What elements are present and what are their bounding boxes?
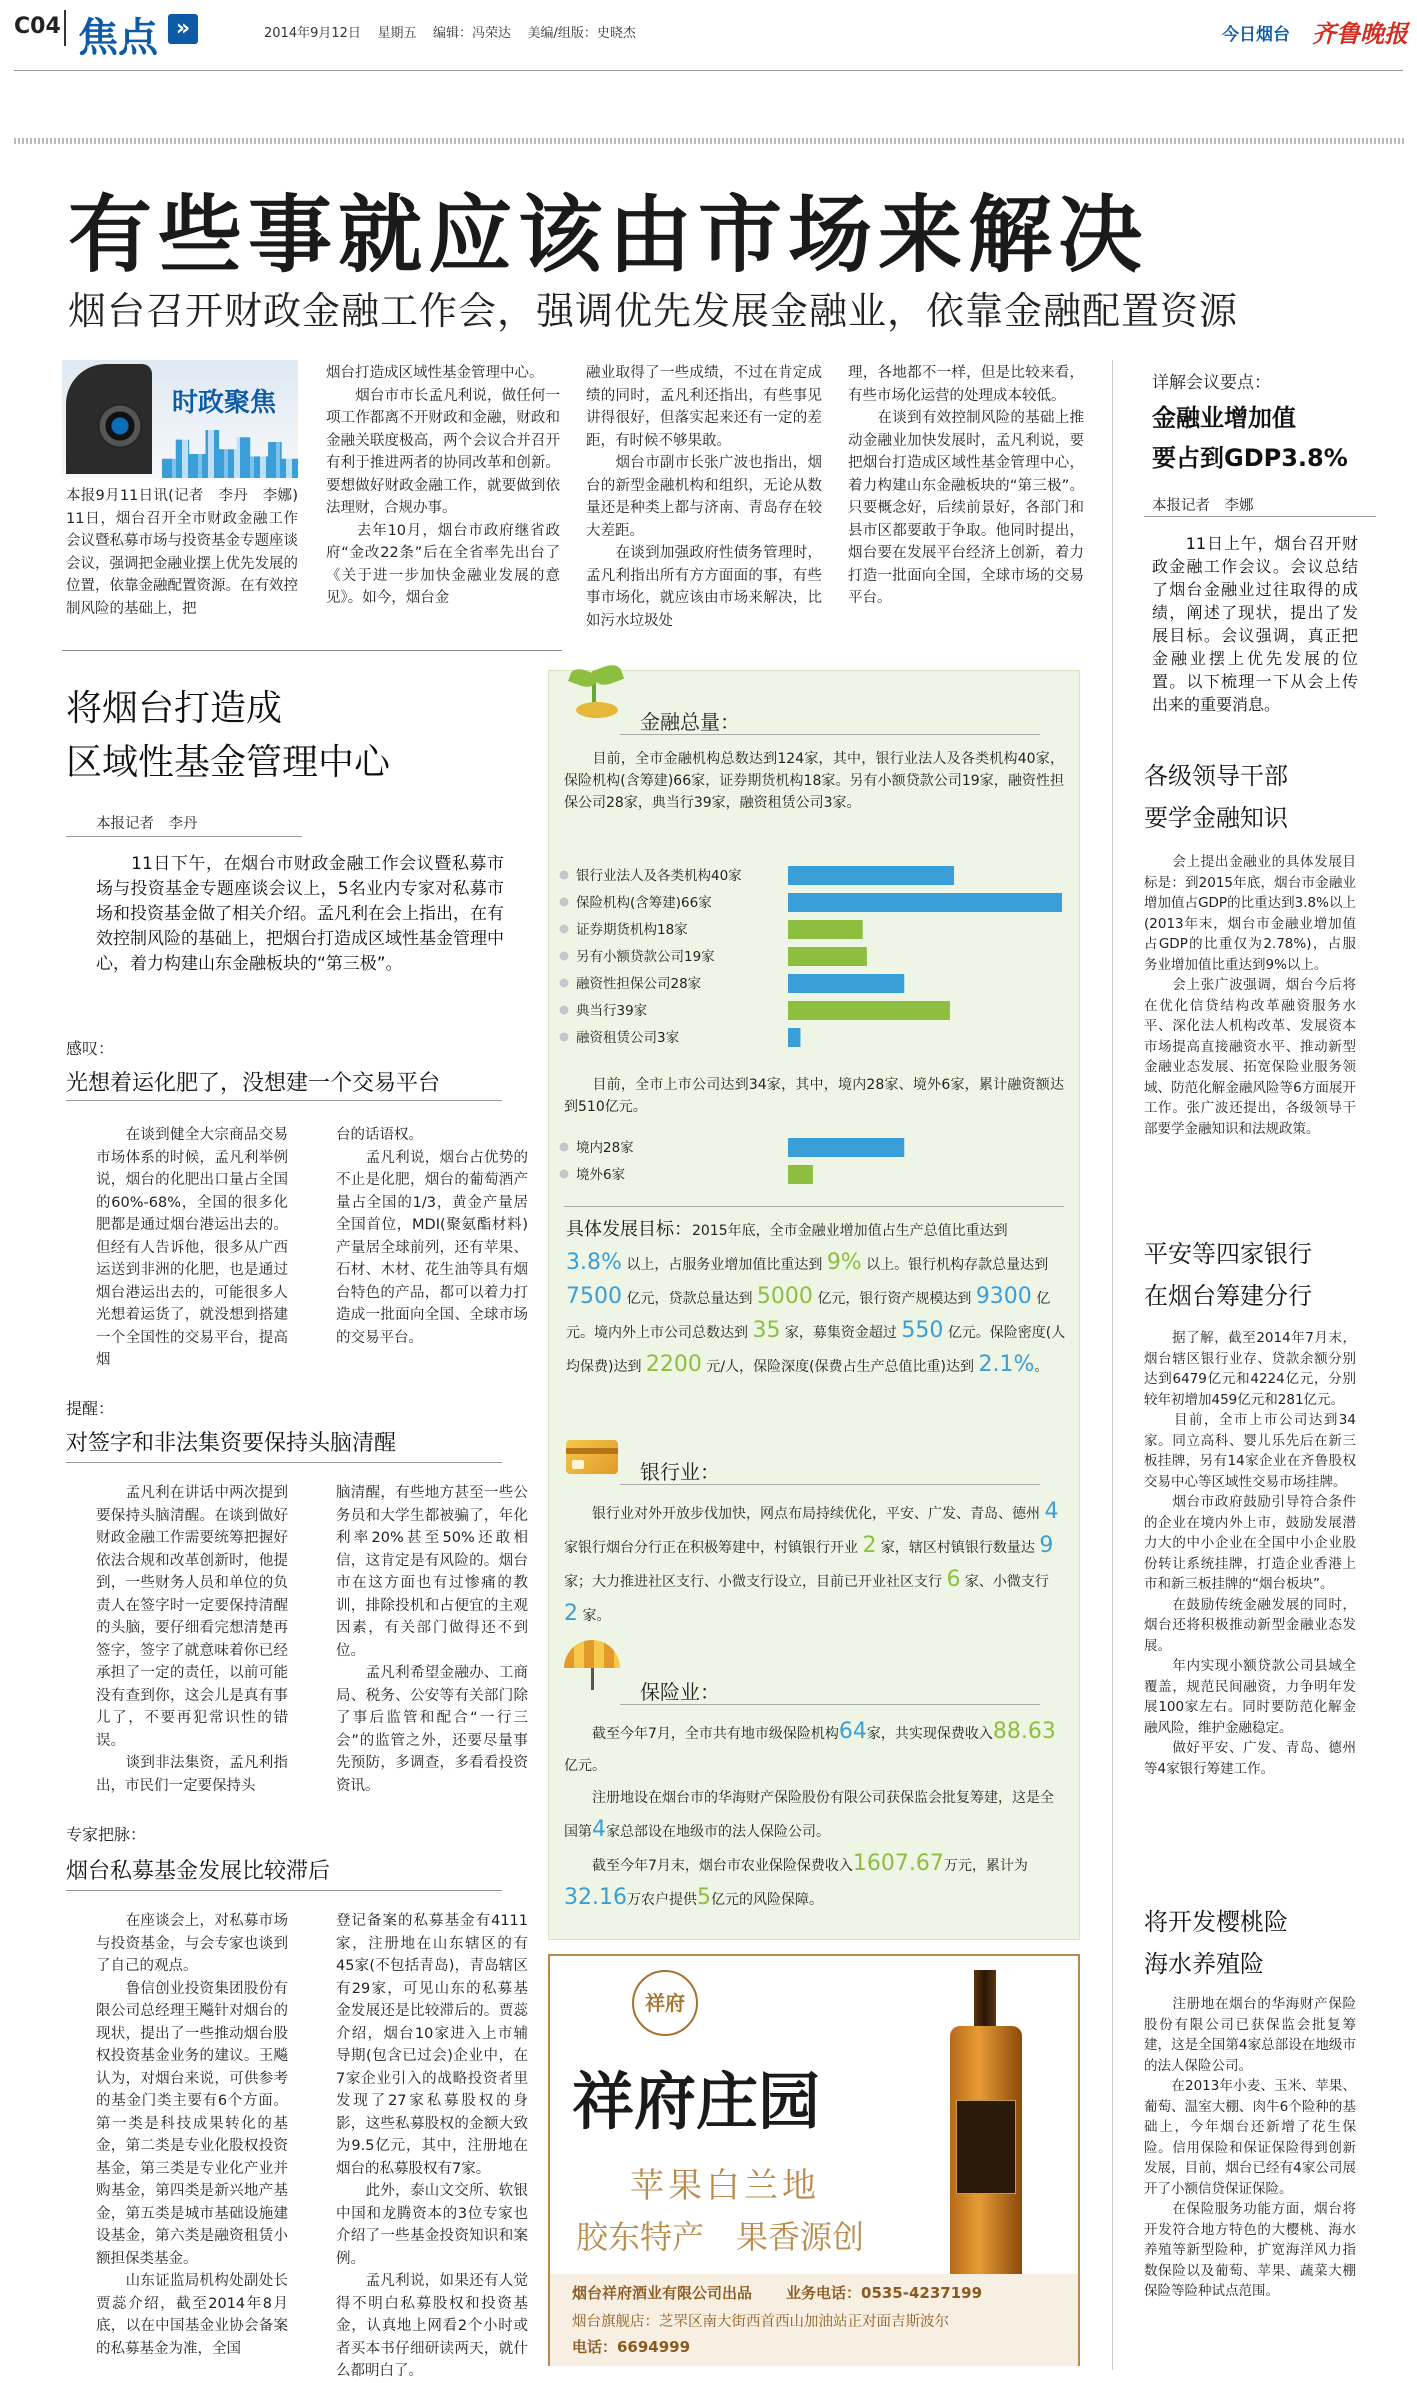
- story2-intro: 11日下午，在烟台市财政金融工作会议暨私募市场与投资基金专题座谈会议上，5名业内专家对私募市场和投资基金做了相关介绍。孟凡利在会上指出，在有效控制风险的基础上，把烟台打造成区域性基金管理中心，着力构建山东金融板块的“第三极”。: [96, 854, 504, 974]
- sidebar-s4-body: 注册地在烟台的华海财产保险股份有限公司已获保监会批复筹建，这是全国第4家总部设在地级市的法人保险公司。 在2013年小麦、玉米、苹果、葡萄、温室大棚、肉牛6个险种的基础上，今年烟台还新增了花生保险。信用保险和保证保险得到创新发展，目前，烟台已经有4家公司展开了小额信贷保证保险。 在保险服务功能方面，烟台将开发符合地方特色的大樱桃、海水养殖等新型险种，扩宽海洋风力指数保险以及葡萄、苹果、蔬菜大棚保险等险种试点范围。: [1144, 1996, 1356, 2299]
- sidebar-s1-body: 11日上午，烟台召开财政金融工作会议。会议总结了烟台金融业过往取得的成绩，阐述了现状，提出了发展目标。会议强调，真正把金融业摆上优先发展的位置。以下梳理一下从会上传出来的重要消息。: [1152, 534, 1358, 714]
- page-header: [0, 0, 1417, 72]
- ad-company: 烟台祥府酒业有限公司出品: [572, 2284, 753, 2302]
- issue-weekday: 星期五: [377, 26, 417, 41]
- banking-t1: 银行业对外开放步伐加快，网点布局持续优化，平安、广发、青岛、德州: [564, 1506, 1040, 1522]
- banking-rule: [620, 1484, 1040, 1485]
- insurance-t6: 万农户提供: [626, 1892, 697, 1908]
- bank-value-1: 4: [1044, 1499, 1059, 1524]
- story2-title-line1: 将烟台打造成: [66, 688, 283, 729]
- legend-dot: [560, 979, 569, 988]
- sub-headline: 烟台召开财政金融工作会，强调优先发展金融业，依靠金融配置资源: [68, 289, 1239, 333]
- insurance-t4: 家总部设在地级市的法人保险公司。 截至今年7月末，烟台市农业保险保费收入: [591, 1824, 853, 1874]
- bank-value-2: 2: [862, 1533, 877, 1558]
- bar-label: 典当行39家: [576, 1003, 648, 1019]
- bar: [788, 1165, 813, 1184]
- ins-value-1: 64: [838, 1719, 867, 1744]
- sidebar-intro: 详解会议要点：: [1152, 373, 1271, 393]
- s2-kicker: 提醒：: [66, 1399, 115, 1418]
- section-divider: [64, 10, 66, 46]
- header-rule: [14, 70, 1403, 71]
- goal-value-6: 35: [752, 1318, 781, 1343]
- insurance-text: [564, 1716, 1064, 1916]
- s3-col-2: 登记备案的私募基金有4111家，注册地在山东辖区的有45家(不包括青岛)，青岛辖区有29家，可见山东的私募基金发展还是比较滞后的。贾蕊介绍，烟台10家进入上市辅导期(包含已过会)企业中，在7家企业引入的战略投资者里发现了27家私募股权的身影，这些私募股权的金额大致为9.5亿元，其中，注册地在烟台的私募股权有7家。 此外，泰山文交所、软银中国和龙腾资本的3位专家也介绍了一些基金投资知识和案例。 孟凡利说，如果还有人觉得不明白私募股权和投资基金，认真地上网看2个小时或者买本书仔细研读两天，就什么都明白了。: [336, 1913, 528, 2379]
- bar-label: 证券期货机构18家: [576, 922, 688, 938]
- sidebar-byline: 本报记者 李娜: [1152, 498, 1254, 514]
- s2-title: 对签字和非法集资要保持头脑清醒: [66, 1431, 397, 1456]
- sidebar-s3-title-l1: 平安等四家银行: [1144, 1240, 1312, 1268]
- ad-tel: 电话：6694999: [572, 2338, 691, 2356]
- sidebar-s4-title-l1: 将开发樱桃险: [1144, 1908, 1288, 1936]
- banking-t2: 家银行烟台分行正在积极筹建中，村镇银行开业: [564, 1540, 858, 1556]
- s1-kicker: 感叹：: [66, 1039, 115, 1058]
- banking-text: [564, 1496, 1064, 1632]
- insurance-t5: 万元，累计为: [943, 1858, 1028, 1874]
- legend-dot: [560, 952, 569, 961]
- sidebar-s2-title-l1: 各级领导干部: [1144, 762, 1288, 790]
- ad-phone: 业务电话：0535-4237199: [786, 2284, 983, 2302]
- sidebar-s3-body: 据了解，截至2014年7月末，烟台辖区银行业存、贷款余额分别达到6479亿元和4224亿元，分别较年初增加459亿元和281亿元。 目前，全市上市公司达到34家。同立高科、婴儿乐先后在新三板挂牌，另有14家企业在齐鲁股权交易中心等区域性交易市场挂牌。 烟台市政府鼓励引导符合条件的企业在境内外上市，鼓励发展潜力大的中小企业在全国中小企业股份转让系统挂牌，打造企业香港上市和新三板挂牌的“烟台板块”。 在鼓励传统金融发展的同时，烟台还将积极推动新型金融业态发展。 年内实现小额贷款公司县域全覆盖，规范民间融资，力争明年发展100家左右。同时要防范化解金融风险，维护金融稳定。 做好平安、广发、青岛、德州等4家银行筹建工作。: [1144, 1330, 1356, 1777]
- ins-value-4: 1607.67: [852, 1851, 944, 1876]
- goal-value-2: 9%: [826, 1250, 862, 1275]
- s2-rule: [66, 1462, 502, 1463]
- goals-rule: [564, 1206, 1064, 1207]
- s1-col-1: 在谈到健全大宗商品交易市场体系的时候，孟凡利举例说，烟台的化肥出口量占全国的60%-68%，全国的很多化肥都是通过烟台港运出去的。但经有人告诉他，很多从广西运送到非洲的化肥，也是通过烟台港运出去的，可能很多人光想着运货了，就没想到搭建一个全国性的交易平台，提高烟: [96, 1127, 288, 1368]
- goals-t8: 亿元。保险密度(人均保费)达到: [566, 1325, 1066, 1375]
- sidebar-s3-title-l2: 在烟台筹建分行: [1144, 1282, 1312, 1310]
- sidebar-s1-title-l1: 金融业增加值: [1152, 404, 1296, 432]
- bar: [788, 866, 954, 885]
- sidebar-s1-title-l2: 要占到GDP3.8%: [1152, 444, 1348, 472]
- legend-dot: [560, 1143, 569, 1152]
- ad-slogan: 胶东特产 果香源创: [576, 2218, 865, 2256]
- goal-value-7: 550: [901, 1318, 944, 1343]
- goal-value-1: 3.8%: [566, 1250, 622, 1275]
- sidebar-s2-body: 会上提出金融业的具体发展目标是：到2015年底，烟台市金融业增加值占GDP的比重达到3.8%以上(2013年末，烟台市金融业增加值占GDP的比重仅为2.78%)，占服务业增加值比重达到9%以上。 会上张广波强调，烟台今后将在优化信贷结构改革融资服务水平、深化法人机构改革、发展资本市场提高直接融资水平、推动新型金融业态发展、拓宽保险业服务领域、防范化解金融风险等6方面展开工作。张广波还提出，各级领导干部要学金融知识和法规政策。: [1144, 854, 1356, 1137]
- lead-col-4: 理，各地都不一样，但是比较来看，有些市场化运营的处理成本较低。 在谈到有效控制风险的基础上推动金融业加快发展时，孟凡利说，要把烟台打造成区域性基金管理中心，着力构建山东金融板块的“第三极”。只要概念好，后续前景好，各部门和县市区都要敢于争取。他同时提出，烟台要在发展平台经济上创新，着力打造一批面向全国，全球市场的交易平台。: [848, 365, 1084, 606]
- insurance-t3: 亿元。 注册地设在烟台市的华海财产保险股份有限公司获保监会批复筹建，这是全国第: [564, 1758, 1054, 1840]
- s2-col-1: 孟凡利在讲话中两次提到要保持头脑清醒。在谈到做好财政金融工作需要统筹把握好依法合规和改革创新时，他提到，一些财务人员和单位的负责人在签字时一定要保持清醒的头脑，要仔细看完想清楚再签字，签字了就意味着你已经承担了一定的责任，以前可能没有查到你，这会儿是真有事儿了，不要再犯常识性的错误。 谈到非法集资，孟凡利指出，市民们一定要保持头: [96, 1485, 288, 1794]
- goals-t10: 。: [1034, 1359, 1049, 1375]
- bar: [788, 920, 863, 939]
- goal-value-5: 9300: [975, 1284, 1032, 1309]
- goals-t9: 元/人，保险深度(保费占生产总值比重)达到: [706, 1359, 975, 1375]
- legend-dot: [560, 1033, 569, 1042]
- chart-title-rule: [620, 734, 1040, 735]
- column-image: [62, 360, 298, 478]
- goals-t5: 亿元，银行资产规模达到: [817, 1291, 972, 1307]
- section-title: 焦点: [78, 15, 158, 61]
- ad-product: 苹果白兰地: [630, 2166, 820, 2206]
- s1-col-2: 台的话语权。 孟凡利说，烟台占优势的不止是化肥，烟台的葡萄酒产量占全国的1/3，黄金产量居全国首位，MDI(聚氨酯材料)产量居全球前列，还有苹果、石材、木材、花生油等具有烟台特色的产品，都可以着力打造成一批面向全国、全球市场的交易平台。: [336, 1127, 528, 1346]
- bar: [788, 893, 1062, 912]
- bank-value-4: 6: [946, 1567, 961, 1592]
- insurance-rule: [620, 1704, 1040, 1705]
- lens-icon: [98, 404, 142, 448]
- legend-dot: [560, 898, 569, 907]
- story2-title-line2: 区域性基金管理中心: [66, 742, 391, 783]
- s3-col-1: 在座谈会上，对私募市场与投资基金，与会专家也谈到了自己的观点。 鲁信创业投资集团股份有限公司总经理王飚针对烟台的现状，提出了一些推动烟台股权投资基金业务的建议。王飚认为，对烟台来说，可供参考的基金门类主要有6个方面。第一类是科技成果转化的基金，第二类是专业化股权投资基金，第三类是专业化产业并购基金，第四类是新兴地产基金，第五类是城市基础设施建设基金，第六类是融资租赁小额担保类基金。 山东证监局机构处副处长贾蕊介绍，截至2014年8月底，以在中国基金业协会备案的私募基金为准，全国: [96, 1913, 288, 2357]
- goals-t4: 亿元，贷款总量达到: [626, 1291, 753, 1307]
- insurance-t2: 家，共实现保费收入: [866, 1726, 993, 1742]
- insurance-label: 保险业：: [640, 1680, 720, 1704]
- chart-title: 金融总量：: [640, 710, 740, 734]
- legend-dot: [560, 1170, 569, 1179]
- bank-value-3: 9: [1039, 1533, 1054, 1558]
- sidebar-divider: [1112, 360, 1113, 2370]
- sidebar-byline-rule: [1144, 516, 1376, 517]
- bar-label: 保险机构(含筹建)66家: [576, 895, 712, 911]
- s3-kicker: 专家把脉：: [66, 1825, 147, 1844]
- banking-t6: 家。: [582, 1608, 611, 1624]
- banking-t5: 家、小微支行: [964, 1574, 1049, 1590]
- lead-col-2: 烟台打造成区域性基金管理中心。 烟台市市长孟凡利说，做任何一项工作都离不开财政和金融，财政和金融关联度极高，两个会议合并召开有利于推进两者的协同改革和创新。要想做好财政金融工作，就要做到依法理财，合规办事。 去年10月，烟台市政府继省政府“金改22条”后在全省率先出台了《关于进一步加快金融业发展的意见》。如今，烟台金: [326, 365, 560, 606]
- lead-col-1: 本报9月11日讯(记者 李丹 李娜) 11日，烟台召开全市财政金融工作会议暨私募市场与投资基金专题座谈会议，强调把金融业摆上优先发展的位置，依靠金融配置资源。在有效控制风险的基础上，把: [66, 488, 313, 617]
- sidebar-s2-title-l2: 要学金融知识: [1144, 804, 1288, 832]
- s3-title: 烟台私募基金发展比较滞后: [66, 1859, 331, 1884]
- banking-t4: 家；大力推进社区支行、小微支行设立，目前已开业社区支行: [564, 1574, 942, 1590]
- goal-value-4: 5000: [756, 1284, 813, 1309]
- goal-value-3: 7500: [566, 1284, 622, 1309]
- ad-logo: 祥府: [632, 1970, 698, 2036]
- bar-label: 另有小额贷款公司19家: [576, 949, 715, 965]
- goal-value-8: 2200: [645, 1352, 702, 1377]
- goals-t1: 2015年底，全市金融业增加值占生产总值比重达到: [692, 1223, 1008, 1239]
- region-tag: 今日烟台: [1222, 25, 1290, 45]
- bar: [788, 1001, 950, 1020]
- bar: [788, 1028, 800, 1047]
- s3-rule: [66, 1890, 502, 1891]
- double-chevron-icon: »: [168, 14, 198, 44]
- main-headline: 有些事就应该由市场来解决: [68, 186, 1149, 284]
- s1-title: 光想着运化肥了，没想建一个交易平台: [66, 1071, 441, 1096]
- art-credit: 美编/组版：史晓杰: [527, 26, 636, 41]
- ad-bottle-image: [940, 1970, 1032, 2290]
- legend-dot: [560, 871, 569, 880]
- bar-label: 银行业法人及各类机构40家: [576, 868, 742, 884]
- city-skyline-icon: [162, 430, 298, 478]
- bank-value-5: 2: [564, 1601, 578, 1626]
- issue-date: 2014年9月12日: [264, 26, 361, 41]
- bar-label: 融资租赁公司3家: [576, 1030, 680, 1046]
- bank-card-icon: [566, 1440, 618, 1474]
- lead-bottom-rule: [62, 650, 562, 651]
- newspaper-logo: 齐鲁晚报: [1312, 19, 1408, 48]
- bar: [788, 947, 867, 966]
- goals-label: 具体发展目标：: [566, 1219, 692, 1240]
- ins-value-5: 32.16: [564, 1885, 627, 1910]
- goal-value-9: 2.1%: [978, 1352, 1035, 1377]
- ad-store: 烟台旗舰店：芝罘区南大街西首西山加油站正对面吉斯波尔: [572, 2314, 949, 2330]
- bar-label: 境外6家: [576, 1167, 626, 1183]
- advertisement[interactable]: [548, 1954, 1080, 2366]
- s2-col-2: 脑清醒，有些地方甚至一些公务员和大学生都被骗了，年化利率20%甚至50%还敢相信，这肯定是有风险的。烟台市在这方面也有过惨痛的教训，排除投机和占便宜的主观因素，有关部门做得还不到位。 孟凡利希望金融办、工商局、税务、公安等有关部门除了事后监管和配合“一行三会”的监管之外，还要尽量事先预防，多调查，多看看投资资讯。: [336, 1485, 528, 1794]
- bar: [788, 1138, 904, 1157]
- column-tag: 时政聚焦: [172, 388, 277, 418]
- insurance-t7: 亿元的风险保障。: [710, 1892, 823, 1908]
- banking-label: 银行业：: [640, 1460, 720, 1484]
- byline-rule: [66, 836, 302, 837]
- legend-dot: [560, 925, 569, 934]
- goals-t6: 亿元。境内外上市公司总数达到: [566, 1291, 1051, 1341]
- listed-bar-chart: [558, 1134, 1068, 1192]
- ins-value-2: 88.63: [992, 1719, 1056, 1744]
- bar-label: 融资性担保公司28家: [576, 976, 702, 992]
- page-number: C04: [14, 14, 61, 39]
- banking-t3: 家，辖区村镇银行数量达: [880, 1540, 1035, 1556]
- umbrella-icon: [564, 1640, 620, 1692]
- goals-text: [566, 1214, 1066, 1383]
- bar-label: 境内28家: [576, 1140, 634, 1156]
- goals-t3: 以上。银行机构存款总量达到: [866, 1257, 1049, 1273]
- s1-rule: [66, 1100, 502, 1101]
- header-meta: [264, 22, 636, 41]
- story2-byline: 本报记者 李丹: [96, 816, 198, 832]
- legend-dot: [560, 1006, 569, 1015]
- chart-intro: 目前，全市金融机构总数达到124家，其中，银行业法人及各类机构40家，保险机构(含筹建)66家，证券期货机构18家。另有小额贷款公司19家，融资性担保公司28家，典当行39家，融资租赁公司3家。: [564, 751, 1064, 811]
- ad-brand: 祥府庄园: [572, 2065, 821, 2138]
- header-rule-thick: [14, 138, 1404, 144]
- goals-t7: 家，募集资金超过: [784, 1325, 897, 1341]
- ins-value-3: 4: [592, 1817, 606, 1842]
- chart-intro-2: 目前，全市上市公司达到34家，其中，境内28家、境外6家，累计融资额达到510亿元。: [564, 1077, 1064, 1115]
- bar: [788, 974, 904, 993]
- lead-col-3: 融业取得了一些成绩，不过在肯定成绩的同时，孟凡利还指出，有些事见讲得很好，但落实起来还有一定的差距，有时候不够果敢。 烟台市副市长张广波也指出，烟台的新型金融机构和组织，无论从数量还是种类上都与济南、青岛存在较大差距。 在谈到加强政府性债务管理时，孟凡利指出所有方方面面的事，有些事市场化，就应该由市场来解决，比如污水垃圾处: [586, 365, 822, 629]
- plant-icon: [566, 666, 626, 718]
- insurance-t1: 截至今年7月，全市共有地市级保险机构: [564, 1726, 839, 1742]
- ins-value-6: 5: [696, 1885, 711, 1910]
- editor-credit: 编辑：冯荣达: [432, 26, 511, 41]
- goals-t2: 以上，占服务业增加值比重达到: [626, 1257, 823, 1273]
- sidebar-s4-title-l2: 海水养殖险: [1144, 1950, 1264, 1978]
- bar-chart: [558, 862, 1068, 1054]
